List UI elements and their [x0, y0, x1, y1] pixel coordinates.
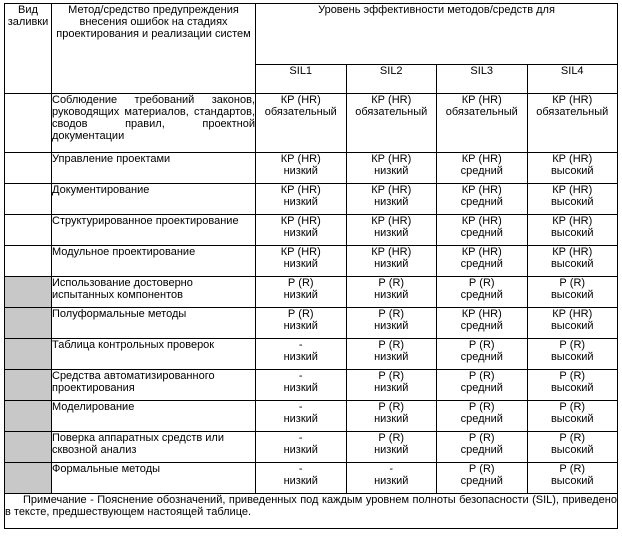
effectiveness-level: низкий	[283, 475, 318, 487]
recommendation-code: -	[298, 463, 303, 475]
method-name-cell: Поверка аппаратных средств или сквозной анализ	[52, 432, 256, 463]
method-name-cell: Моделирование	[52, 401, 256, 432]
effectiveness-level: средний	[460, 258, 503, 270]
sil2-value-cell	[346, 277, 437, 308]
effectiveness-level: обязательный	[445, 106, 518, 118]
sil3-value-cell	[437, 401, 528, 432]
sil4-value-cell	[527, 94, 618, 153]
sil4-value-cell	[527, 463, 618, 494]
effectiveness-level: низкий	[283, 258, 318, 270]
recommendation-code: Р (R)	[468, 463, 495, 475]
sil4-value-cell	[527, 401, 618, 432]
recommendation-code: Р (R)	[287, 308, 314, 320]
effectiveness-level: низкий	[374, 289, 409, 301]
effectiveness-level: низкий	[374, 413, 409, 425]
effectiveness-level-header: Уровень эффективности методов/средств для	[256, 4, 618, 65]
effectiveness-level: низкий	[283, 351, 318, 363]
fill-type-cell-shaded	[5, 308, 52, 339]
sil1-value-cell	[256, 308, 347, 339]
effectiveness-level: низкий	[374, 320, 409, 332]
sil2-value-cell	[346, 215, 437, 246]
fill-type-header: Вид заливки	[5, 4, 52, 94]
fill-type-cell-shaded	[5, 277, 52, 308]
recommendation-code: Р (R)	[468, 339, 495, 351]
effectiveness-level: низкий	[374, 351, 409, 363]
sil2-value-cell	[346, 246, 437, 277]
effectiveness-level: средний	[460, 413, 503, 425]
sil3-value-cell	[437, 463, 528, 494]
sil2-value-cell	[346, 370, 437, 401]
effectiveness-level: средний	[460, 320, 503, 332]
sil1-header: SIL1	[256, 65, 347, 94]
effectiveness-level: высокий	[550, 320, 594, 332]
sil3-value-cell	[437, 339, 528, 370]
recommendation-code: КР (HR)	[552, 215, 593, 227]
sil2-value-cell	[346, 94, 437, 153]
sil3-value-cell	[437, 277, 528, 308]
effectiveness-level: средний	[460, 382, 503, 394]
table-row	[5, 184, 618, 215]
effectiveness-level: низкий	[374, 258, 409, 270]
effectiveness-level: средний	[460, 289, 503, 301]
effectiveness-level: низкий	[374, 444, 409, 456]
sil3-value-cell	[437, 153, 528, 184]
recommendation-code: Р (R)	[559, 463, 586, 475]
effectiveness-level: средний	[460, 444, 503, 456]
recommendation-code: Р (R)	[378, 432, 405, 444]
table-row	[5, 215, 618, 246]
effectiveness-table-document	[4, 3, 618, 529]
method-name-cell: Таблица контрольных проверок	[52, 339, 256, 370]
table-row	[5, 370, 618, 401]
recommendation-code: КР (HR)	[461, 184, 502, 196]
effectiveness-level: низкий	[283, 227, 318, 239]
recommendation-code: КР (HR)	[461, 215, 502, 227]
recommendation-code: -	[298, 401, 303, 413]
sil1-value-cell	[256, 153, 347, 184]
method-name-cell: Полуформальные методы	[52, 308, 256, 339]
effectiveness-table	[4, 3, 618, 529]
sil2-value-cell	[346, 401, 437, 432]
sil3-value-cell	[437, 94, 528, 153]
effectiveness-level: низкий	[374, 227, 409, 239]
recommendation-code: КР (HR)	[280, 246, 321, 258]
method-name-cell: Средства автоматизированного проектирования	[52, 370, 256, 401]
effectiveness-level: средний	[460, 196, 503, 208]
recommendation-code: КР (HR)	[461, 94, 502, 106]
effectiveness-level: высокий	[550, 475, 594, 487]
effectiveness-level: низкий	[283, 289, 318, 301]
table-row	[5, 277, 618, 308]
recommendation-code: КР (HR)	[280, 94, 321, 106]
recommendation-code: Р (R)	[559, 370, 586, 382]
recommendation-code: КР (HR)	[461, 246, 502, 258]
effectiveness-level: высокий	[550, 351, 594, 363]
recommendation-code: КР (HR)	[552, 308, 593, 320]
effectiveness-level: высокий	[550, 196, 594, 208]
recommendation-code: КР (HR)	[371, 215, 412, 227]
recommendation-code: КР (HR)	[461, 153, 502, 165]
effectiveness-level: высокий	[550, 444, 594, 456]
sil4-value-cell	[527, 153, 618, 184]
recommendation-code: КР (HR)	[280, 184, 321, 196]
recommendation-code: Р (R)	[378, 370, 405, 382]
effectiveness-level: низкий	[283, 382, 318, 394]
sil1-value-cell	[256, 339, 347, 370]
sil2-value-cell	[346, 308, 437, 339]
recommendation-code: КР (HR)	[552, 94, 593, 106]
table-row	[5, 308, 618, 339]
method-name-cell: Управление проектами	[52, 153, 256, 184]
sil4-value-cell	[527, 184, 618, 215]
sil4-value-cell	[527, 339, 618, 370]
fill-type-cell-shaded	[5, 463, 52, 494]
effectiveness-level: низкий	[283, 196, 318, 208]
method-name-cell: Модульное проектирование	[52, 246, 256, 277]
sil1-value-cell	[256, 246, 347, 277]
effectiveness-level: низкий	[283, 444, 318, 456]
fill-type-cell	[5, 153, 52, 184]
sil4-value-cell	[527, 246, 618, 277]
sil4-value-cell	[527, 277, 618, 308]
fill-type-cell	[5, 184, 52, 215]
sil4-value-cell	[527, 308, 618, 339]
recommendation-code: -	[298, 370, 303, 382]
sil1-value-cell	[256, 215, 347, 246]
recommendation-code: КР (HR)	[552, 153, 593, 165]
method-header: Метод/средство предупреждения внесения ошибок на стадиях проектирования и реализации систем	[52, 4, 256, 94]
recommendation-code: КР (HR)	[371, 153, 412, 165]
table-row	[5, 432, 618, 463]
sil2-value-cell	[346, 184, 437, 215]
method-name-cell: Формальные методы	[52, 463, 256, 494]
sil4-value-cell	[527, 432, 618, 463]
sil4-value-cell	[527, 215, 618, 246]
recommendation-code: КР (HR)	[552, 246, 593, 258]
recommendation-code: Р (R)	[559, 432, 586, 444]
effectiveness-level: высокий	[550, 227, 594, 239]
recommendation-code: КР (HR)	[461, 308, 502, 320]
fill-type-cell-shaded	[5, 339, 52, 370]
recommendation-code: Р (R)	[468, 370, 495, 382]
sil3-value-cell	[437, 246, 528, 277]
effectiveness-level: средний	[460, 475, 503, 487]
sil1-value-cell	[256, 401, 347, 432]
effectiveness-level: низкий	[283, 165, 318, 177]
sil1-value-cell	[256, 463, 347, 494]
recommendation-code: КР (HR)	[280, 215, 321, 227]
recommendation-code: Р (R)	[559, 401, 586, 413]
table-note: Примечание - Пояснение обозначений, приведенных под каждым уровнем полноты безопасности (SIL), приведено в тексте, предшествующем настоящей таблице.	[5, 494, 618, 529]
sil2-header: SIL2	[346, 65, 437, 94]
sil1-value-cell	[256, 432, 347, 463]
recommendation-code: КР (HR)	[371, 94, 412, 106]
recommendation-code: -	[389, 463, 394, 475]
method-name-cell: Использование достоверно испытанных компонентов	[52, 277, 256, 308]
sil3-value-cell	[437, 432, 528, 463]
recommendation-code: Р (R)	[468, 401, 495, 413]
sil1-value-cell	[256, 370, 347, 401]
fill-type-cell	[5, 94, 52, 153]
recommendation-code: Р (R)	[378, 277, 405, 289]
sil2-value-cell	[346, 153, 437, 184]
table-row	[5, 153, 618, 184]
recommendation-code: Р (R)	[559, 277, 586, 289]
effectiveness-level: средний	[460, 165, 503, 177]
sil4-value-cell	[527, 370, 618, 401]
sil3-header: SIL3	[437, 65, 528, 94]
sil2-value-cell	[346, 339, 437, 370]
recommendation-code: Р (R)	[468, 432, 495, 444]
sil3-value-cell	[437, 215, 528, 246]
sil2-value-cell	[346, 463, 437, 494]
recommendation-code: Р (R)	[378, 401, 405, 413]
effectiveness-level: обязательный	[355, 106, 428, 118]
effectiveness-level: обязательный	[536, 106, 609, 118]
table-row	[5, 339, 618, 370]
sil3-value-cell	[437, 184, 528, 215]
table-row	[5, 246, 618, 277]
recommendation-code: -	[298, 432, 303, 444]
sil1-value-cell	[256, 277, 347, 308]
fill-type-cell-shaded	[5, 432, 52, 463]
recommendation-code: Р (R)	[378, 339, 405, 351]
effectiveness-level: низкий	[374, 382, 409, 394]
recommendation-code: -	[298, 339, 303, 351]
sil1-value-cell	[256, 184, 347, 215]
fill-type-cell	[5, 246, 52, 277]
effectiveness-level: высокий	[550, 382, 594, 394]
effectiveness-level: низкий	[283, 413, 318, 425]
fill-type-cell-shaded	[5, 401, 52, 432]
method-name-cell: Структурированное проектирование	[52, 215, 256, 246]
effectiveness-level: высокий	[550, 258, 594, 270]
effectiveness-level: средний	[460, 351, 503, 363]
method-name-cell: Документирование	[52, 184, 256, 215]
sil3-value-cell	[437, 308, 528, 339]
effectiveness-level: высокий	[550, 413, 594, 425]
table-header-row	[5, 4, 618, 65]
recommendation-code: Р (R)	[559, 339, 586, 351]
effectiveness-level: высокий	[550, 165, 594, 177]
table-row	[5, 463, 618, 494]
sil3-value-cell	[437, 370, 528, 401]
fill-type-cell	[5, 215, 52, 246]
recommendation-code: КР (HR)	[371, 246, 412, 258]
recommendation-code: Р (R)	[378, 308, 405, 320]
table-row	[5, 94, 618, 153]
effectiveness-level: низкий	[374, 475, 409, 487]
fill-type-cell-shaded	[5, 370, 52, 401]
effectiveness-level: средний	[460, 227, 503, 239]
method-name-cell: Соблюдение требований законов, руководящих материалов, стандартов, сводов правил, проектной документации	[52, 94, 256, 153]
effectiveness-level: обязательный	[264, 106, 337, 118]
table-row	[5, 401, 618, 432]
sil1-value-cell	[256, 94, 347, 153]
recommendation-code: Р (R)	[287, 277, 314, 289]
effectiveness-level: низкий	[283, 320, 318, 332]
sil2-value-cell	[346, 432, 437, 463]
recommendation-code: Р (R)	[468, 277, 495, 289]
note-row	[5, 494, 618, 529]
effectiveness-level: низкий	[374, 196, 409, 208]
recommendation-code: КР (HR)	[371, 184, 412, 196]
effectiveness-level: низкий	[374, 165, 409, 177]
recommendation-code: КР (HR)	[552, 184, 593, 196]
effectiveness-level: высокий	[550, 289, 594, 301]
recommendation-code: КР (HR)	[280, 153, 321, 165]
sil4-header: SIL4	[527, 65, 618, 94]
